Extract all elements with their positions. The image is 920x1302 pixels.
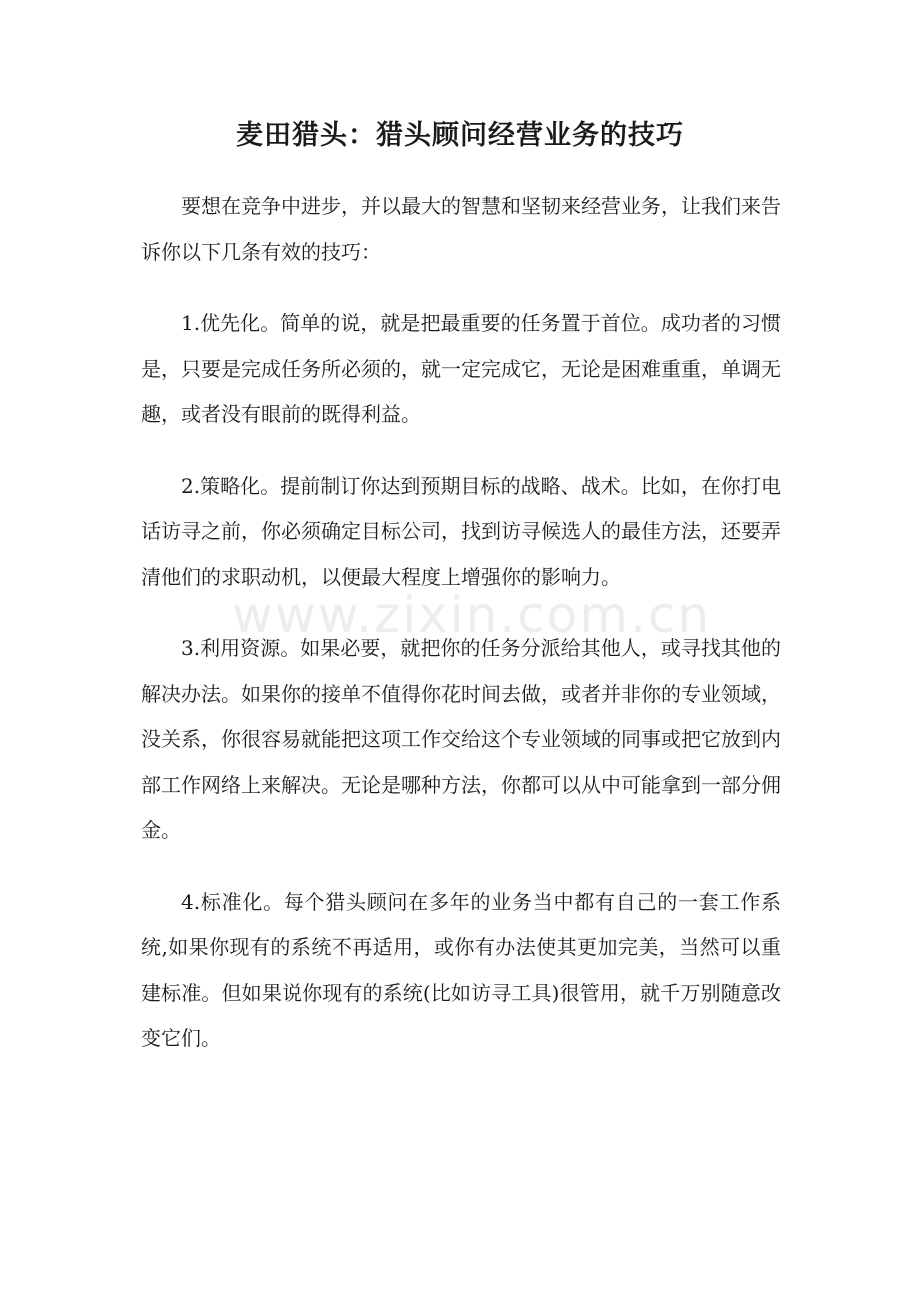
document-title: 麦田猎头：猎头顾问经营业务的技巧 — [236, 120, 684, 151]
tip-paragraph-3: 3.利用资源。如果必要，就把你的任务分派给其他人，或寻找其他的解决办法。如果你的接单不值得你花时间去做，或者并非你的专业领域，没关系，你很容易就能把这项工作交给这个专业领域的同事或把它放到内部工作网络上来解决。无论是哪种方法，你都可以从中可能拿到一部分佣金。 — [141, 636, 781, 842]
tip-paragraph-2: 2.策略化。提前制订你达到预期目标的战略、战术。比如，在你打电话访寻之前，你必须确定目标公司，找到访寻候选人的最佳方法，还要弄清他们的求职动机，以便最大程度上增强你的影响力。 — [141, 473, 781, 589]
watermark: www.zixin.com.cn — [232, 586, 712, 644]
tip-paragraph-1: 1.优先化。简单的说，就是把最重要的任务置于首位。成功者的习惯是，只要是完成任务所必须的，就一定完成它，无论是困难重重，单调无趣，或者没有眼前的既得利益。 — [141, 311, 781, 426]
document-body — [141, 184, 781, 1088]
tip-paragraph-4: 4.标准化。每个猎头顾问在多年的业务当中都有自己的一套工作系统,如果你现有的系统不再适用，或你有办法使其更加完美，当然可以重建标准。但如果说你现有的系统(比如访寻工具)很管用，就千万别随意改变它们。 — [141, 889, 781, 1050]
intro-paragraph: 要想在竞争中进步，并以最大的智慧和坚韧来经营业务，让我们来告诉你以下几条有效的技巧： — [141, 194, 781, 264]
